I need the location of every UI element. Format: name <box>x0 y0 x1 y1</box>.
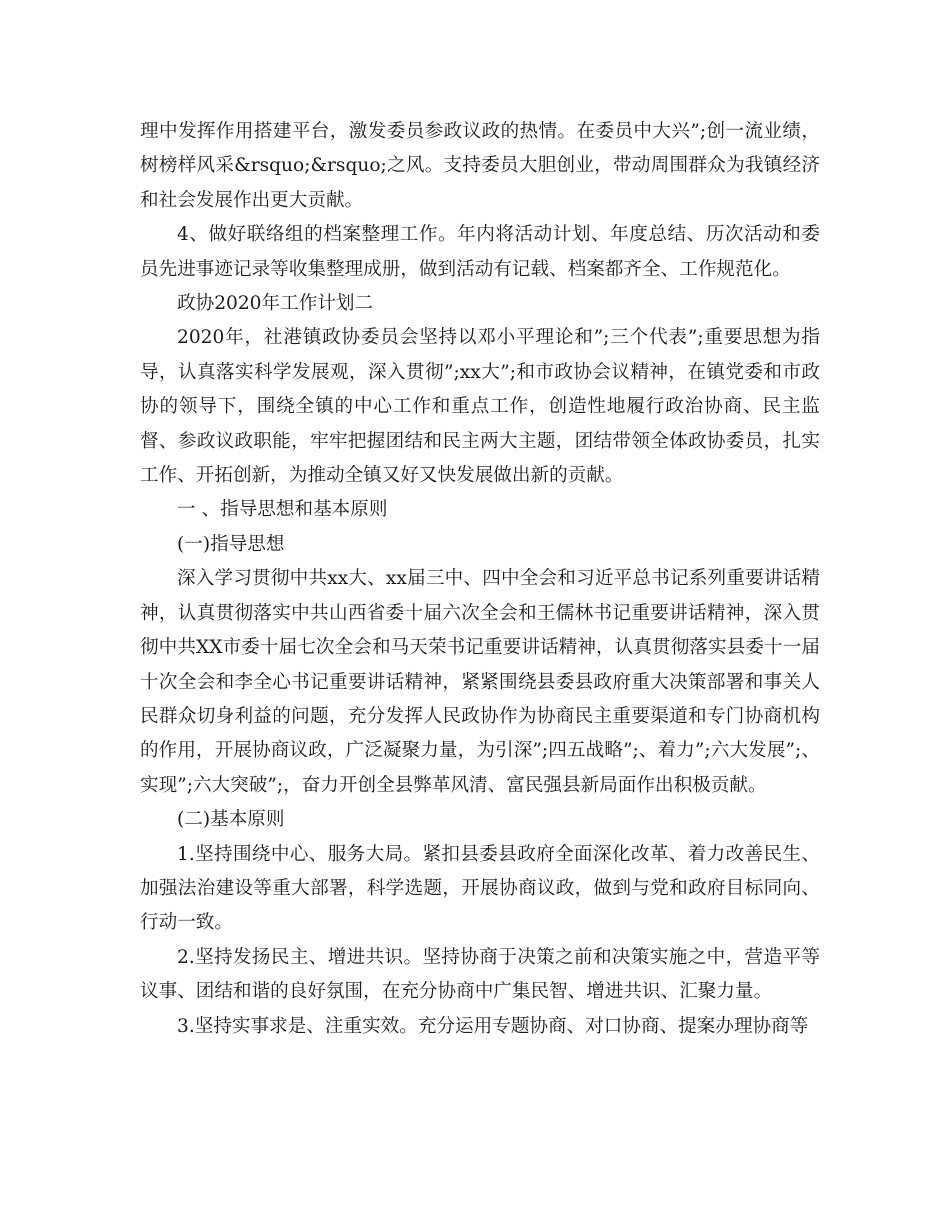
paragraph-guiding-thought: 深入学习贯彻中共xx大、xx届三中、四中全会和习近平总书记系列重要讲话精神，认真贯彻落实中共山西省委十届六次全会和王儒林书记重要讲话精神，深入贯彻中共XX市委十届七次全会和马天荣书记重要讲话精神，认真贯彻落实县委十一届十次全会和李全心书记重要讲话精神，紧紧围绕县委县政府重大决策部署和事关人民群众切身利益的问题，充分发挥人民政协作为协商民主重要渠道和专门协商机构的作用，开展协商议政，广泛凝聚力量，为引深”;四五战略”;、着力”;六大发展”;、实现”;六大突破”;，奋力开创全县弊革风清、富民强县新局面作出积极贡献。 <box>140 568 820 796</box>
paragraph-archive-work: 4、做好联络组的档案整理工作。年内将活动计划、年度总结、历次活动和委员先进事迹记录等收集整理成册，做到活动有记载、档案都齐全、工作规范化。 <box>140 224 820 280</box>
document-body <box>140 115 820 1044</box>
subheading-basic-principles: (二)基本原则 <box>177 809 285 831</box>
paragraph-principle-2: 2.坚持发扬民主、增进共识。坚持协商于决策之前和决策实施之中，营造平等议事、团结和谐的良好氛围，在充分协商中广集民智、增进共识、汇聚力量。 <box>140 946 820 1003</box>
paragraph-intro-2020: 2020年，社港镇政协委员会坚持以邓小平理论和”;三个代表”;重要思想为指导，认真落实科学发展观，深入贯彻”;xx大”;和市政协会议精神，在镇党委和市政协的领导下，围绕全镇的中心工作和重点工作，创造性地履行政治协商、民主监督、参政议政职能，牢牢把握团结和民主两大主题，团结带领全体政协委员，扎实工作、开拓创新，为推动全镇又好又快发展做出新的贡献。 <box>140 327 820 487</box>
paragraph-continuation: 理中发挥作用搭建平台，激发委员参政议政的热情。在委员中大兴”;创一流业绩，树榜样风采&rsquo;&rsquo;之风。支持委员大胆创业，带动周围群众为我镇经济和社会发展作出更大贡献。 <box>140 121 820 211</box>
subheading-guiding-thought: (一)指导思想 <box>177 533 285 555</box>
section-heading-plan-two: 政协2020年工作计划二 <box>177 293 374 315</box>
heading-guiding-principles: 一 、指导思想和基本原则 <box>177 499 388 521</box>
paragraph-principle-1: 1.坚持围绕中心、服务大局。紧扣县委县政府全面深化改革、着力改善民生、加强法治建设等重大部署，科学选题，开展协商议政，做到与党和政府目标同向、行动一致。 <box>140 843 820 934</box>
paragraph-principle-3: 3.坚持实事求是、注重实效。充分运用专题协商、对口协商、提案办理协商等 <box>177 1015 809 1037</box>
